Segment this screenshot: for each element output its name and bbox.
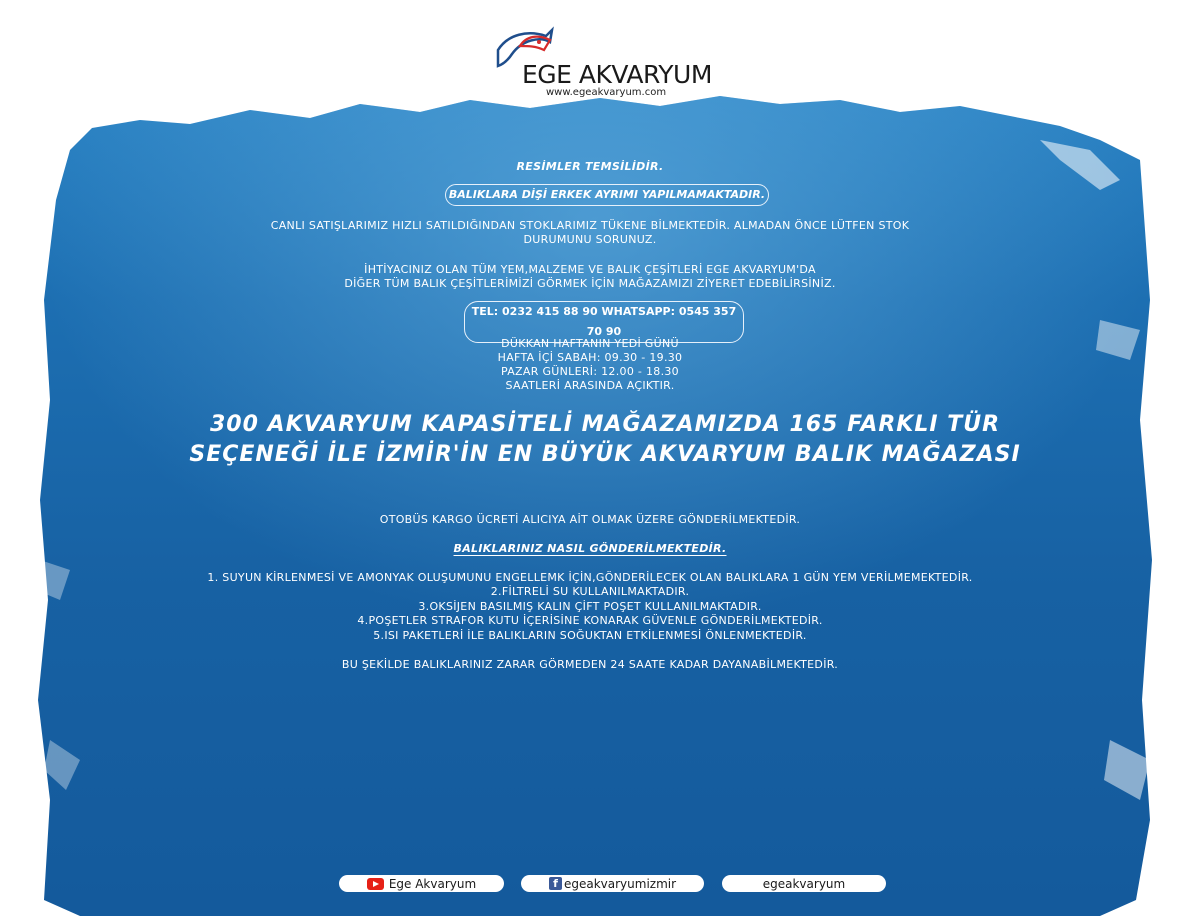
representative-notice: RESİMLER TEMSİLİDİR. [516,160,664,173]
brand-url: www.egeakvaryum.com [546,87,667,98]
facebook-icon: f [549,877,562,890]
needs-notice-line2: DİĞER TÜM BALIK ÇEŞİTLERİMİZİ GÖRMEK İÇİN MAĞAZAMIZI ZİYERET EDEBİLİRSİNİZ. [344,277,836,290]
facebook-label: egeakvaryumizmir [563,876,677,891]
shipping-step-2: 2.FİLTRELİ SU KULLANILMAKTADIR. [490,585,690,598]
shipping-step-5: 5.ISI PAKETLERİ İLE BALIKLARIN SOĞUKTAN ETKİLENMESİ ÖNLENMEKTEDİR. [373,629,807,642]
shipping-step-4: 4.POŞETLER STRAFOR KUTU İÇERİSİNE KONARAK GÜVENLE GÖNDERİLMEKTEDİR. [357,614,823,627]
instagram-label: egeakvaryum [762,876,846,891]
shipping-heading: BALIKLARINIZ NASIL GÖNDERİLMEKTEDİR. [453,542,727,555]
stock-notice-line2: DURUMUNU SORUNUZ. [523,233,657,246]
brand-name: EGE AKVARYUM [522,60,712,89]
facebook-link[interactable] [521,875,704,892]
headline-line1: 300 AKVARYUM KAPASİTELİ MAĞAZAMIZDA 165 FARKLI TÜR [209,412,1001,437]
cargo-notice: OTOBÜS KARGO ÜCRETİ ALICIYA AİT OLMAK ÜZERE GÖNDERİLMEKTEDİR. [379,513,801,526]
hours-line4: SAATLERİ ARASINDA AÇIKTIR. [505,379,675,392]
headline-line2: SEÇENEĞİ İLE İZMİR'İN EN BÜYÜK AKVARYUM BALIK MAĞAZASI [189,442,1021,467]
shipping-step-1: 1. SUYUN KİRLENMESİ VE AMONYAK OLUŞUMUNU ENGELLEMK İÇİN,GÖNDERİLECEK OLAN BALIKLARA 1 GÜN YEM VERİLMEMEKTEDİR. [207,571,973,584]
contact-badge: TEL: 0232 415 88 90 WHATSAPP: 0545 357 70 90 [464,301,744,343]
shipping-step-3: 3.OKSİJEN BASILMIŞ KALIN ÇİFT POŞET KULLANILMAKTADIR. [418,600,762,613]
instagram-link[interactable] [722,875,886,892]
needs-notice-line1: İHTİYACINIZ OLAN TÜM YEM,MALZEME VE BALIK ÇEŞİTLERİ EGE AKVARYUM'DA [364,263,816,276]
hours-line1: DÜKKAN HAFTANIN YEDİ GÜNÜ [501,337,679,350]
youtube-link[interactable] [339,875,504,892]
hours-line2: HAFTA İÇİ SABAH: 09.30 - 19.30 [497,351,683,364]
stock-notice-line1: CANLI SATIŞLARIMIZ HIZLI SATILDIĞINDAN STOKLARIMIZ TÜKENE BİLMEKTEDİR. ALMADAN ÖNCE LÜTFEN STOK [270,219,910,232]
youtube-label: Ege Akvaryum [388,876,477,891]
hours-line3: PAZAR GÜNLERİ: 12.00 - 18.30 [501,365,679,378]
gender-notice-badge: BALIKLARA DİŞİ ERKEK AYRIMI YAPILMAMAKTADIR. [445,184,769,206]
youtube-icon [367,878,384,890]
shipping-closing: BU ŞEKİLDE BALIKLARINIZ ZARAR GÖRMEDEN 24 SAATE KADAR DAYANABİLMEKTEDİR. [341,658,839,671]
